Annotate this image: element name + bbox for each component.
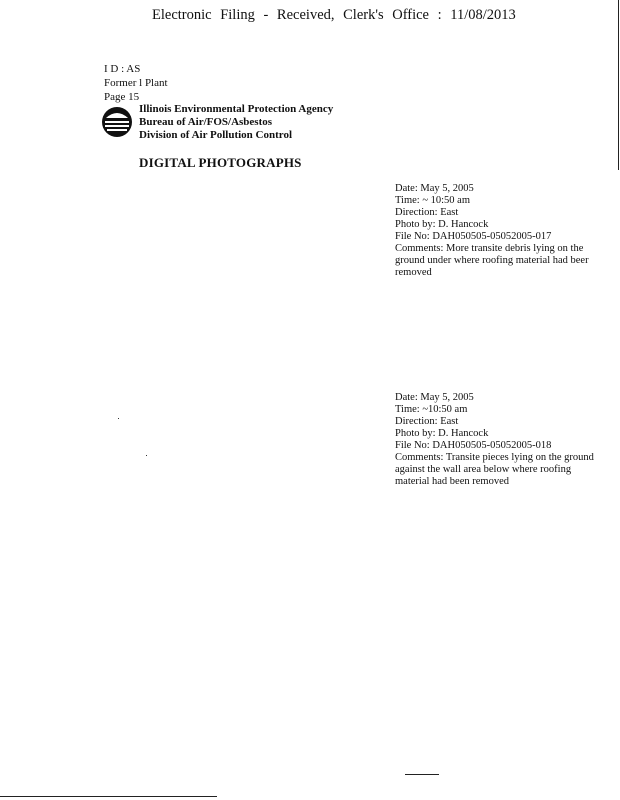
agency-bureau: Bureau of Air/FOS/Asbestos <box>139 116 273 128</box>
filing-stamp: Electronic Filing - Received, Clerk's Office : 11/08/2013 <box>152 7 516 23</box>
photo-file-no: File No: DAH050505-05052005-018 <box>395 440 552 451</box>
photo-comment-line: Comments: Transite pieces lying on the ground <box>395 452 594 463</box>
reference-site: Former l Plant <box>104 77 168 89</box>
photo-author: Photo by: D. Hancock <box>395 428 489 439</box>
photo-comment-line: against the wall area below where roofing <box>395 464 572 475</box>
photo-comment-line: material had been removed <box>395 476 509 487</box>
photo-comment-line: removed <box>395 267 432 278</box>
photo-comment-line: Comments: More transite debris lying on the <box>395 243 584 254</box>
page-number: Page 15 <box>104 91 140 103</box>
photo-time: Time: ~10:50 am <box>395 404 468 415</box>
agency-division: Division of Air Pollution Control <box>139 129 293 141</box>
reference-block <box>104 62 168 104</box>
page-edge-rule <box>618 0 619 170</box>
agency-block <box>139 103 333 142</box>
photo-author: Photo by: D. Hancock <box>395 219 489 230</box>
photo-time: Time: ~ 10:50 am <box>395 195 471 206</box>
photo-comment-line: ground under where roofing material had beer <box>395 255 589 266</box>
footer-rule <box>0 796 217 797</box>
section-title: DIGITAL PHOTOGRAPHS <box>139 155 302 170</box>
photo-direction: Direction: East <box>395 207 459 218</box>
scan-speck <box>118 418 119 419</box>
scan-speck <box>146 455 147 456</box>
photo-file-no: File No: DAH050505-05052005-017 <box>395 231 552 242</box>
photo-info-2 <box>395 392 610 488</box>
agency-name: Illinois Environmental Protection Agency <box>139 103 334 115</box>
photo-direction: Direction: East <box>395 416 459 427</box>
photo-info-1 <box>395 183 610 279</box>
iepa-logo-icon <box>101 106 133 138</box>
photo-date: Date: May 5, 2005 <box>395 392 474 403</box>
photo-date: Date: May 5, 2005 <box>395 183 474 194</box>
footer-mark <box>405 774 439 775</box>
reference-id: I D : AS <box>104 63 141 75</box>
